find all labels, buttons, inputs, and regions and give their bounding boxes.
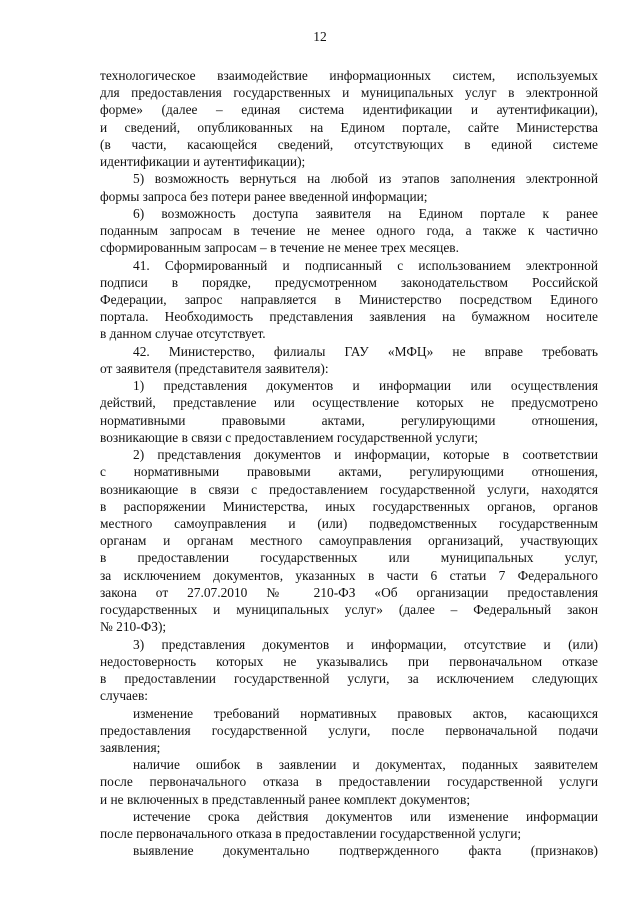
text-line: идентификации и аутентификации);	[100, 154, 306, 170]
text-line: 42. Министерство, филиалы ГАУ «МФЦ» не вправе требовать	[133, 343, 598, 359]
text-line: за исключением документов, указанных в части 6 статьи 7 Федерального	[100, 567, 598, 583]
text-line: технологическое взаимодействие информационных систем, используемых	[100, 68, 598, 83]
page-number: 12	[313, 29, 327, 44]
text-line: и не включенных в представленный ранее комплект документов;	[100, 791, 471, 807]
text-line: Федерации, запрос направляется в Министерство посредством Единого	[100, 291, 598, 307]
text-line: с нормативными правовыми актами, регулирующими отношения,	[100, 464, 598, 480]
text-line: в данном случае отсутствует.	[100, 326, 266, 342]
text-line: после первоначального отказа в предоставлении государственной услуги;	[100, 826, 522, 842]
text-line: в распоряжении Министерства, иных государственных органов, органов	[100, 498, 598, 514]
text-line: возникающие в связи с предоставлением государственной услуги;	[100, 429, 478, 445]
text-line: предоставления государственной услуги, после первоначальной подачи	[100, 722, 598, 738]
text-line: случаев:	[100, 688, 148, 704]
text-line: нормативными правовыми актами, регулирующими отношения,	[100, 412, 598, 428]
text-line: после первоначального отказа в предоставлении государственной услуги	[100, 774, 598, 790]
text-line: заявления;	[100, 739, 161, 755]
text-line: (в части, касающейся сведений, отсутствующих в единой системе	[100, 136, 598, 152]
text-line: выявление документально подтвержденного факта (признаков)	[133, 843, 598, 859]
text-line: недостоверность которых не указывались при первоначальном отказе	[100, 653, 598, 669]
text-line: № 210-ФЗ);	[100, 619, 167, 635]
text-line: для предоставления государственных и муниципальных услуг в электронной	[100, 85, 598, 101]
text-line: государственных и муниципальных услуг» (далее – Федеральный закон	[100, 602, 598, 618]
text-line: портала. Необходимость представления заявления на бумажном носителе	[100, 309, 598, 325]
text-line: истечение срока действия документов или изменение информации	[133, 808, 598, 824]
text-line: 1) представления документов и информации или осуществления	[133, 378, 598, 394]
text-line: органам и органам местного самоуправления организаций, участвующих	[100, 533, 598, 549]
text-line: действий, представление или осуществление которых не предусмотрено	[100, 395, 598, 411]
text-line: и сведений, опубликованных на Едином портале, сайте Министерства	[100, 119, 598, 135]
text-line: местного самоуправления и (или) подведомственных государственным	[100, 515, 598, 531]
text-line: 41. Сформированный и подписанный с использованием электронной	[133, 257, 598, 273]
text-line: 2) представления документов и информации, которые в соответствии	[133, 447, 598, 463]
text-line: форме» (далее – единая система идентификации и аутентификации),	[100, 102, 598, 118]
text-line: наличие ошибок в заявлении и документах, поданных заявителем	[133, 757, 598, 773]
text-line: от заявителя (представителя заявителя):	[100, 360, 329, 376]
text-line: в предоставлении государственной услуги, за исключением следующих	[100, 671, 598, 687]
text-line: закона от 27.07.2010 № 210-ФЗ «Об организации предоставления	[100, 584, 598, 600]
text-line: поданным запросам в течение не менее одного года, а также к частично	[100, 223, 598, 239]
text-line: формы запроса без потери ранее введенной информации;	[100, 188, 428, 204]
text-line: изменение требований нормативных правовых актов, касающихся	[133, 705, 598, 721]
text-line: в предоставлении государственных или муниципальных услуг,	[100, 550, 598, 566]
text-line: 3) представления документов и информации, отсутствие и (или)	[133, 636, 598, 652]
text-line: сформированным запросам – в течение не менее трех месяцев.	[100, 240, 459, 256]
text-line: подписи в порядке, предусмотренном законодательством Российской	[100, 274, 598, 290]
text-line: 5) возможность вернуться на любой из этапов заполнения электронной	[133, 171, 598, 187]
text-line: возникающие в связи с предоставлением государственной услуги, находятся	[100, 481, 598, 497]
text-line: 6) возможность доступа заявителя на Едином портале к ранее	[133, 205, 598, 221]
